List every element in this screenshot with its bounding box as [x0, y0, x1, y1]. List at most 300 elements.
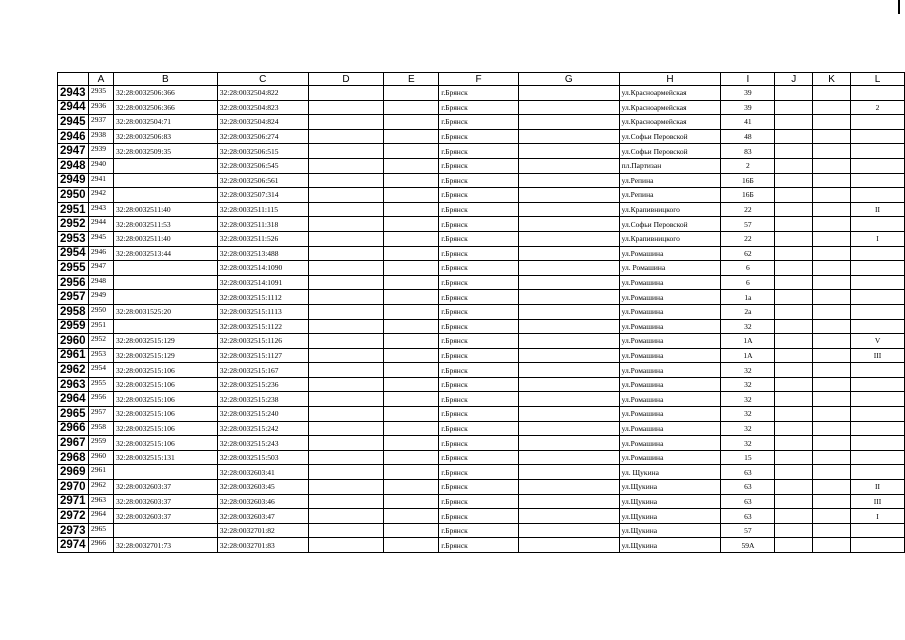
row-number[interactable]: 2959	[58, 319, 89, 334]
cell-i[interactable]: 32	[721, 421, 775, 436]
cell-h[interactable]: ул.Ромашина	[619, 436, 721, 451]
cell-i[interactable]: 39	[721, 100, 775, 115]
cell-c[interactable]: 32:28:0032504:823	[217, 100, 308, 115]
cell-c[interactable]: 32:28:0032701:82	[217, 523, 308, 538]
cell-c[interactable]: 32:28:0032515:167	[217, 363, 308, 378]
cell-j[interactable]	[775, 231, 813, 246]
cell-k[interactable]	[813, 86, 851, 101]
column-header[interactable]: B	[113, 73, 217, 86]
cell-j[interactable]	[775, 319, 813, 334]
cell-g[interactable]	[518, 407, 619, 422]
cell-k[interactable]	[813, 202, 851, 217]
cell-f[interactable]: г.Брянск	[439, 144, 519, 159]
row-number[interactable]: 2956	[58, 275, 89, 290]
row-number[interactable]: 2957	[58, 290, 89, 305]
cell-d[interactable]	[308, 129, 384, 144]
cell-e[interactable]	[384, 290, 439, 305]
cell-f[interactable]: г.Брянск	[439, 86, 519, 101]
cell-f[interactable]: г.Брянск	[439, 407, 519, 422]
column-header[interactable]: A	[88, 73, 113, 86]
cell-h[interactable]: ул.Софьи Перовской	[619, 129, 721, 144]
cell-l[interactable]	[851, 246, 905, 261]
cell-a[interactable]: 2953	[88, 348, 113, 363]
cell-g[interactable]	[518, 363, 619, 378]
cell-a[interactable]: 2947	[88, 261, 113, 276]
cell-d[interactable]	[308, 144, 384, 159]
cell-i[interactable]: 16Б	[721, 188, 775, 203]
cell-d[interactable]	[308, 421, 384, 436]
column-header[interactable]: F	[439, 73, 519, 86]
cell-b[interactable]: 32:28:0032513:44	[113, 246, 217, 261]
cell-g[interactable]	[518, 465, 619, 480]
cell-a[interactable]: 2960	[88, 450, 113, 465]
cell-b[interactable]	[113, 290, 217, 305]
cell-h[interactable]: ул.Ромашина	[619, 319, 721, 334]
cell-h[interactable]: ул.Щукина	[619, 494, 721, 509]
cell-a[interactable]: 2937	[88, 115, 113, 130]
cell-d[interactable]	[308, 480, 384, 495]
cell-i[interactable]: 6	[721, 275, 775, 290]
cell-b[interactable]	[113, 158, 217, 173]
cell-i[interactable]: 32	[721, 377, 775, 392]
cell-c[interactable]: 32:28:0032514:1091	[217, 275, 308, 290]
cell-b[interactable]: 32:28:0032515:129	[113, 334, 217, 349]
cell-c[interactable]: 32:28:0032515:243	[217, 436, 308, 451]
cell-d[interactable]	[308, 494, 384, 509]
cell-l[interactable]	[851, 290, 905, 305]
cell-i[interactable]: 32	[721, 392, 775, 407]
cell-g[interactable]	[518, 129, 619, 144]
cell-h[interactable]: ул.Софьи Перовской	[619, 217, 721, 232]
cell-e[interactable]	[384, 334, 439, 349]
column-header[interactable]: J	[775, 73, 813, 86]
cell-j[interactable]	[775, 275, 813, 290]
cell-i[interactable]: 6	[721, 261, 775, 276]
cell-a[interactable]: 2945	[88, 231, 113, 246]
cell-j[interactable]	[775, 494, 813, 509]
cell-k[interactable]	[813, 115, 851, 130]
cell-l[interactable]: V	[851, 334, 905, 349]
cell-c[interactable]: 32:28:0032515:1122	[217, 319, 308, 334]
cell-h[interactable]: ул.Красноармейская	[619, 86, 721, 101]
cell-c[interactable]: 32:28:0032515:1126	[217, 334, 308, 349]
cell-k[interactable]	[813, 158, 851, 173]
row-number[interactable]: 2967	[58, 436, 89, 451]
cell-b[interactable]: 32:28:0032515:131	[113, 450, 217, 465]
row-number[interactable]: 2963	[58, 377, 89, 392]
cell-l[interactable]	[851, 173, 905, 188]
cell-c[interactable]: 32:28:0032511:526	[217, 231, 308, 246]
cell-c[interactable]: 32:28:0032506:274	[217, 129, 308, 144]
cell-i[interactable]: 57	[721, 217, 775, 232]
cell-i[interactable]: 32	[721, 407, 775, 422]
cell-k[interactable]	[813, 290, 851, 305]
cell-b[interactable]: 32:28:0032506:366	[113, 100, 217, 115]
cell-c[interactable]: 32:28:0032515:238	[217, 392, 308, 407]
cell-c[interactable]: 32:28:0032513:488	[217, 246, 308, 261]
cell-i[interactable]: 62	[721, 246, 775, 261]
cell-a[interactable]: 2957	[88, 407, 113, 422]
row-number[interactable]: 2948	[58, 158, 89, 173]
cell-j[interactable]	[775, 217, 813, 232]
cell-e[interactable]	[384, 231, 439, 246]
cell-g[interactable]	[518, 319, 619, 334]
cell-i[interactable]: 59А	[721, 538, 775, 553]
cell-k[interactable]	[813, 523, 851, 538]
cell-j[interactable]	[775, 115, 813, 130]
cell-f[interactable]: г.Брянск	[439, 377, 519, 392]
cell-d[interactable]	[308, 523, 384, 538]
cell-e[interactable]	[384, 392, 439, 407]
cell-g[interactable]	[518, 494, 619, 509]
cell-b[interactable]: 32:28:0032511:40	[113, 202, 217, 217]
cell-g[interactable]	[518, 348, 619, 363]
cell-d[interactable]	[308, 450, 384, 465]
cell-e[interactable]	[384, 363, 439, 378]
cell-h[interactable]: ул.Крапивницкого	[619, 231, 721, 246]
cell-c[interactable]: 32:28:0032507:314	[217, 188, 308, 203]
cell-d[interactable]	[308, 202, 384, 217]
cell-k[interactable]	[813, 334, 851, 349]
cell-e[interactable]	[384, 129, 439, 144]
cell-j[interactable]	[775, 407, 813, 422]
cell-i[interactable]: 16Б	[721, 173, 775, 188]
cell-f[interactable]: г.Брянск	[439, 290, 519, 305]
cell-e[interactable]	[384, 115, 439, 130]
cell-e[interactable]	[384, 100, 439, 115]
column-header[interactable]: L	[851, 73, 905, 86]
cell-k[interactable]	[813, 100, 851, 115]
cell-i[interactable]: 22	[721, 231, 775, 246]
cell-f[interactable]: г.Брянск	[439, 100, 519, 115]
cell-k[interactable]	[813, 465, 851, 480]
cell-b[interactable]	[113, 523, 217, 538]
cell-f[interactable]: г.Брянск	[439, 450, 519, 465]
cell-i[interactable]: 2	[721, 158, 775, 173]
row-number[interactable]: 2945	[58, 115, 89, 130]
cell-k[interactable]	[813, 538, 851, 553]
cell-d[interactable]	[308, 334, 384, 349]
cell-c[interactable]: 32:28:0032515:1112	[217, 290, 308, 305]
cell-g[interactable]	[518, 217, 619, 232]
cell-j[interactable]	[775, 348, 813, 363]
cell-k[interactable]	[813, 480, 851, 495]
cell-l[interactable]	[851, 377, 905, 392]
cell-b[interactable]: 32:28:0032515:106	[113, 421, 217, 436]
cell-j[interactable]	[775, 246, 813, 261]
cell-f[interactable]: г.Брянск	[439, 436, 519, 451]
cell-b[interactable]	[113, 188, 217, 203]
cell-e[interactable]	[384, 144, 439, 159]
cell-l[interactable]: I	[851, 509, 905, 524]
cell-d[interactable]	[308, 231, 384, 246]
cell-a[interactable]: 2936	[88, 100, 113, 115]
cell-j[interactable]	[775, 188, 813, 203]
cell-f[interactable]: г.Брянск	[439, 202, 519, 217]
cell-a[interactable]: 2965	[88, 523, 113, 538]
cell-a[interactable]: 2944	[88, 217, 113, 232]
cell-l[interactable]	[851, 217, 905, 232]
row-number[interactable]: 2966	[58, 421, 89, 436]
cell-k[interactable]	[813, 144, 851, 159]
cell-e[interactable]	[384, 86, 439, 101]
row-number[interactable]: 2943	[58, 86, 89, 101]
cell-l[interactable]	[851, 304, 905, 319]
cell-f[interactable]: г.Брянск	[439, 129, 519, 144]
cell-a[interactable]: 2942	[88, 188, 113, 203]
cell-j[interactable]	[775, 158, 813, 173]
cell-f[interactable]: г.Брянск	[439, 188, 519, 203]
cell-e[interactable]	[384, 188, 439, 203]
cell-l[interactable]	[851, 86, 905, 101]
cell-i[interactable]: 2а	[721, 304, 775, 319]
cell-j[interactable]	[775, 421, 813, 436]
cell-g[interactable]	[518, 144, 619, 159]
cell-d[interactable]	[308, 392, 384, 407]
cell-f[interactable]: г.Брянск	[439, 304, 519, 319]
cell-i[interactable]: 1А	[721, 348, 775, 363]
cell-k[interactable]	[813, 377, 851, 392]
cell-i[interactable]: 63	[721, 494, 775, 509]
cell-j[interactable]	[775, 86, 813, 101]
cell-b[interactable]: 32:28:0032511:40	[113, 231, 217, 246]
cell-j[interactable]	[775, 480, 813, 495]
cell-d[interactable]	[308, 304, 384, 319]
row-number[interactable]: 2974	[58, 538, 89, 553]
cell-c[interactable]: 32:28:0032511:115	[217, 202, 308, 217]
cell-h[interactable]: ул.Ромашина	[619, 304, 721, 319]
cell-a[interactable]: 2938	[88, 129, 113, 144]
cell-h[interactable]: ул.Ромашина	[619, 290, 721, 305]
cell-c[interactable]: 32:28:0032515:242	[217, 421, 308, 436]
cell-e[interactable]	[384, 465, 439, 480]
cell-i[interactable]: 15	[721, 450, 775, 465]
cell-f[interactable]: г.Брянск	[439, 231, 519, 246]
row-number[interactable]: 2960	[58, 334, 89, 349]
cell-g[interactable]	[518, 173, 619, 188]
cell-k[interactable]	[813, 436, 851, 451]
cell-g[interactable]	[518, 509, 619, 524]
cell-j[interactable]	[775, 450, 813, 465]
cell-f[interactable]: г.Брянск	[439, 261, 519, 276]
row-number[interactable]: 2973	[58, 523, 89, 538]
cell-e[interactable]	[384, 261, 439, 276]
cell-g[interactable]	[518, 202, 619, 217]
cell-c[interactable]: 32:28:0032506:545	[217, 158, 308, 173]
cell-e[interactable]	[384, 509, 439, 524]
cell-f[interactable]: г.Брянск	[439, 465, 519, 480]
cell-g[interactable]	[518, 246, 619, 261]
cell-k[interactable]	[813, 421, 851, 436]
cell-c[interactable]: 32:28:0032504:824	[217, 115, 308, 130]
cell-c[interactable]: 32:28:0032603:45	[217, 480, 308, 495]
cell-i[interactable]: 1А	[721, 334, 775, 349]
cell-b[interactable]: 32:28:0032515:106	[113, 392, 217, 407]
cell-b[interactable]: 32:28:0032504:71	[113, 115, 217, 130]
cell-b[interactable]: 32:28:0032506:83	[113, 129, 217, 144]
cell-l[interactable]	[851, 538, 905, 553]
cell-e[interactable]	[384, 421, 439, 436]
cell-a[interactable]: 2951	[88, 319, 113, 334]
row-number[interactable]: 2965	[58, 407, 89, 422]
cell-a[interactable]: 2952	[88, 334, 113, 349]
cell-d[interactable]	[308, 538, 384, 553]
cell-h[interactable]: ул. Щукина	[619, 465, 721, 480]
row-number[interactable]: 2955	[58, 261, 89, 276]
cell-l[interactable]	[851, 465, 905, 480]
cell-b[interactable]: 32:28:0032603:37	[113, 494, 217, 509]
cell-d[interactable]	[308, 290, 384, 305]
cell-f[interactable]: г.Брянск	[439, 319, 519, 334]
cell-e[interactable]	[384, 407, 439, 422]
cell-e[interactable]	[384, 217, 439, 232]
cell-l[interactable]	[851, 261, 905, 276]
cell-h[interactable]: ул. Ромашина	[619, 261, 721, 276]
cell-a[interactable]: 2943	[88, 202, 113, 217]
cell-k[interactable]	[813, 407, 851, 422]
cell-i[interactable]: 48	[721, 129, 775, 144]
cell-k[interactable]	[813, 450, 851, 465]
cell-a[interactable]: 2935	[88, 86, 113, 101]
cell-b[interactable]	[113, 173, 217, 188]
cell-f[interactable]: г.Брянск	[439, 363, 519, 378]
column-header[interactable]: D	[308, 73, 384, 86]
cell-e[interactable]	[384, 319, 439, 334]
cell-k[interactable]	[813, 494, 851, 509]
cell-b[interactable]	[113, 319, 217, 334]
cell-j[interactable]	[775, 144, 813, 159]
cell-f[interactable]: г.Брянск	[439, 158, 519, 173]
cell-g[interactable]	[518, 275, 619, 290]
cell-e[interactable]	[384, 173, 439, 188]
cell-j[interactable]	[775, 100, 813, 115]
cell-h[interactable]: ул.Ромашина	[619, 421, 721, 436]
cell-e[interactable]	[384, 304, 439, 319]
cell-e[interactable]	[384, 202, 439, 217]
cell-h[interactable]: ул.Красноармейская	[619, 100, 721, 115]
cell-d[interactable]	[308, 377, 384, 392]
cell-c[interactable]: 32:28:0032515:1113	[217, 304, 308, 319]
cell-j[interactable]	[775, 465, 813, 480]
cell-d[interactable]	[308, 100, 384, 115]
cell-g[interactable]	[518, 436, 619, 451]
cell-f[interactable]: г.Брянск	[439, 523, 519, 538]
cell-c[interactable]: 32:28:0032603:41	[217, 465, 308, 480]
cell-c[interactable]: 32:28:0032515:236	[217, 377, 308, 392]
row-number[interactable]: 2953	[58, 231, 89, 246]
cell-h[interactable]: ул.Ромашина	[619, 450, 721, 465]
cell-a[interactable]: 2941	[88, 173, 113, 188]
column-header[interactable]: H	[619, 73, 721, 86]
cell-g[interactable]	[518, 231, 619, 246]
row-number[interactable]: 2969	[58, 465, 89, 480]
cell-a[interactable]: 2958	[88, 421, 113, 436]
cell-k[interactable]	[813, 217, 851, 232]
cell-f[interactable]: г.Брянск	[439, 217, 519, 232]
cell-l[interactable]	[851, 450, 905, 465]
cell-i[interactable]: 63	[721, 465, 775, 480]
cell-d[interactable]	[308, 363, 384, 378]
cell-b[interactable]: 32:28:0032603:37	[113, 480, 217, 495]
cell-l[interactable]	[851, 407, 905, 422]
cell-b[interactable]: 32:28:0032515:106	[113, 377, 217, 392]
cell-a[interactable]: 2966	[88, 538, 113, 553]
column-header[interactable]: C	[217, 73, 308, 86]
cell-b[interactable]: 32:28:0032515:129	[113, 348, 217, 363]
cell-g[interactable]	[518, 304, 619, 319]
cell-k[interactable]	[813, 231, 851, 246]
cell-h[interactable]: ул.Ромашина	[619, 334, 721, 349]
row-number[interactable]: 2952	[58, 217, 89, 232]
cell-h[interactable]: ул.Ромашина	[619, 246, 721, 261]
cell-h[interactable]: ул.Репина	[619, 188, 721, 203]
cell-j[interactable]	[775, 261, 813, 276]
cell-g[interactable]	[518, 188, 619, 203]
row-number[interactable]: 2968	[58, 450, 89, 465]
cell-f[interactable]: г.Брянск	[439, 275, 519, 290]
cell-c[interactable]: 32:28:0032506:561	[217, 173, 308, 188]
cell-a[interactable]: 2940	[88, 158, 113, 173]
cell-b[interactable]: 32:28:0032511:53	[113, 217, 217, 232]
cell-d[interactable]	[308, 115, 384, 130]
row-number[interactable]: 2954	[58, 246, 89, 261]
cell-a[interactable]: 2955	[88, 377, 113, 392]
cell-k[interactable]	[813, 304, 851, 319]
cell-d[interactable]	[308, 188, 384, 203]
cell-l[interactable]	[851, 523, 905, 538]
cell-e[interactable]	[384, 523, 439, 538]
cell-l[interactable]	[851, 158, 905, 173]
cell-e[interactable]	[384, 348, 439, 363]
cell-j[interactable]	[775, 538, 813, 553]
cell-d[interactable]	[308, 319, 384, 334]
cell-j[interactable]	[775, 129, 813, 144]
cell-h[interactable]: ул.Ромашина	[619, 377, 721, 392]
cell-l[interactable]	[851, 144, 905, 159]
cell-g[interactable]	[518, 290, 619, 305]
cell-i[interactable]: 63	[721, 509, 775, 524]
cell-b[interactable]	[113, 261, 217, 276]
cell-c[interactable]: 32:28:0032515:1127	[217, 348, 308, 363]
cell-h[interactable]: пл.Партизан	[619, 158, 721, 173]
cell-k[interactable]	[813, 275, 851, 290]
row-number[interactable]: 2947	[58, 144, 89, 159]
cell-h[interactable]: ул.Крапивницкого	[619, 202, 721, 217]
cell-k[interactable]	[813, 188, 851, 203]
cell-f[interactable]: г.Брянск	[439, 494, 519, 509]
cell-j[interactable]	[775, 523, 813, 538]
cell-a[interactable]: 2949	[88, 290, 113, 305]
cell-a[interactable]: 2950	[88, 304, 113, 319]
cell-i[interactable]: 22	[721, 202, 775, 217]
cell-g[interactable]	[518, 86, 619, 101]
cell-g[interactable]	[518, 377, 619, 392]
cell-c[interactable]: 32:28:0032603:47	[217, 509, 308, 524]
cell-d[interactable]	[308, 261, 384, 276]
cell-h[interactable]: ул.Щукина	[619, 538, 721, 553]
row-number[interactable]: 2951	[58, 202, 89, 217]
cell-e[interactable]	[384, 480, 439, 495]
row-number[interactable]: 2944	[58, 100, 89, 115]
cell-b[interactable]	[113, 275, 217, 290]
column-header[interactable]: I	[721, 73, 775, 86]
cell-h[interactable]: ул.Репина	[619, 173, 721, 188]
cell-e[interactable]	[384, 538, 439, 553]
cell-c[interactable]: 32:28:0032504:822	[217, 86, 308, 101]
cell-d[interactable]	[308, 407, 384, 422]
cell-g[interactable]	[518, 261, 619, 276]
cell-g[interactable]	[518, 523, 619, 538]
